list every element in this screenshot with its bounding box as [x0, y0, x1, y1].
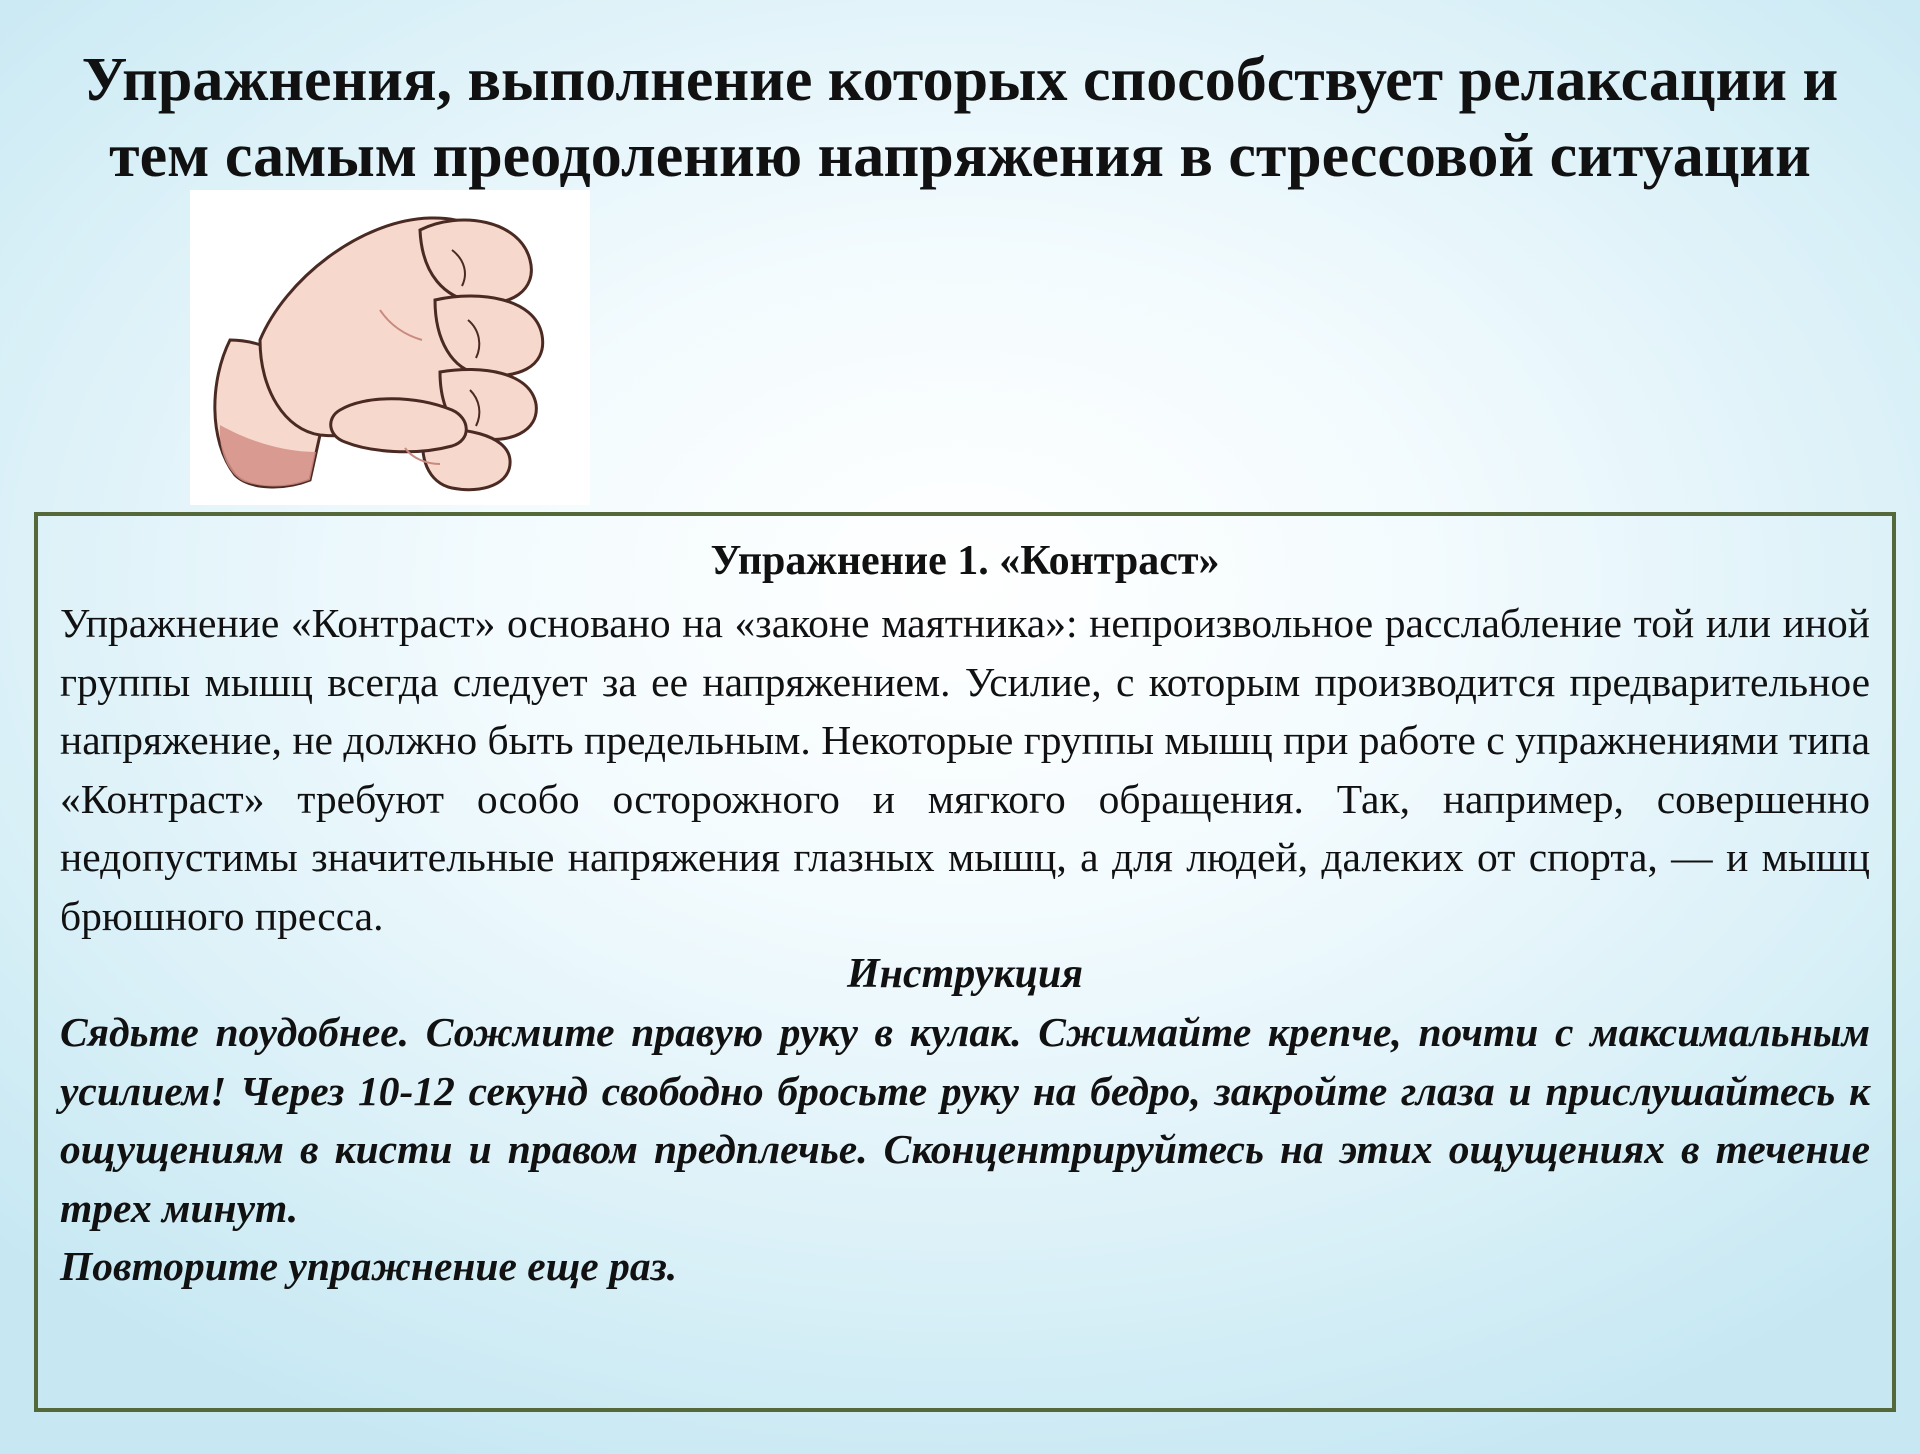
exercise-description: Упражнение «Контраст» основано на «законе маятника»: непроизвольное расслабление той или иной группы мышц всегда следует за ее напряжением. Усилие, с которым производится предварительное напряжение, не должно быть предельным. Некоторые группы мышц при работе с упражнениями типа «Контраст» требуют особо осторожного и мягкого обращения. Так, например, совершенно недопустимы значительные напряжения глазных мышц, а для людей, далеких от спорта, — и мышц брюшного пресса.	[60, 600, 1870, 939]
slide-title: Упражнения, выполнение которых способствует релаксации и тем самым преодолению напряжения в стрессовой ситуации	[81, 46, 1839, 190]
instruction-text: Сядьте поудобнее. Сожмите правую руку в кулак. Сжимайте крепче, почти с максимальным усилием! Через 10-12 секунд свободно бросьте руку на бедро, закройте глаза и прислушайтесь к ощущениям в кисти и правом предплечье. Сконцентрируйтесь на этих ощущениях в течение трех минут.	[60, 1009, 1870, 1231]
clenched-fist-icon	[190, 190, 590, 505]
exercise-heading: Упражнение 1. «Контраст»	[710, 538, 1220, 584]
repeat-text: Повторите упражнение еще раз.	[60, 1243, 678, 1289]
exercise-box	[34, 512, 1896, 1412]
instruction-heading: Инструкция	[846, 951, 1084, 997]
fist-illustration	[190, 190, 590, 505]
